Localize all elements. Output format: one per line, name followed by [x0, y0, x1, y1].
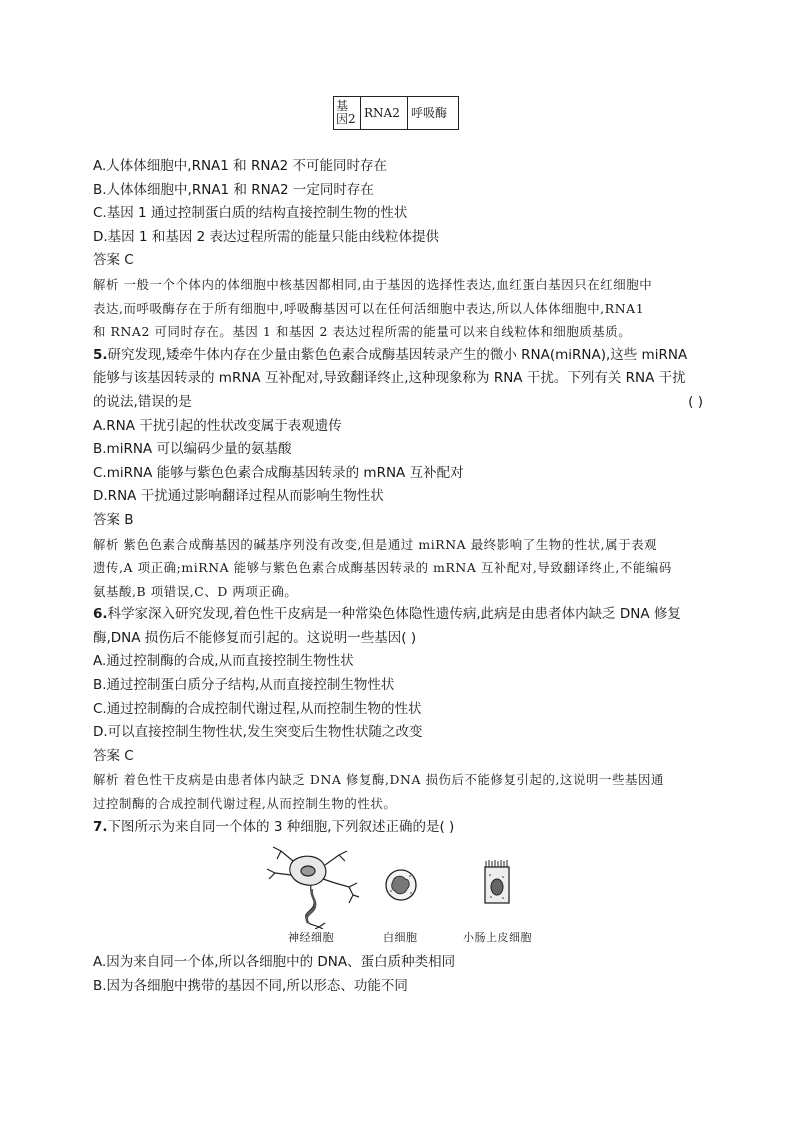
figure-label-white-blood-cell: 白细胞	[383, 931, 418, 945]
q6-option-c: C.通过控制酶的合成控制代谢过程,从而控制生物的性状	[93, 700, 422, 717]
figure-label-nerve-cell: 神经细胞	[288, 931, 334, 945]
q6-stem-line	[93, 603, 703, 627]
cell-figure	[93, 843, 703, 951]
q5-stem-text: 的说法,错误的是	[93, 393, 192, 410]
q6-number: 6.	[93, 606, 108, 623]
q5-stem-text: 研究发现,矮牵牛体内存在少量由紫色色素合成酶基因转录产生的微小 RNA(miRNA),这些 miRNA	[107, 346, 688, 363]
q4-option-b: B.人体体细胞中,RNA1 和 RNA2 一定同时存在	[93, 181, 374, 198]
q5-number: 5.	[93, 346, 108, 363]
q7-option-a: A.因为来自同一个体,所以各细胞中的 DNA、蛋白质种类相同	[93, 954, 456, 971]
white-blood-cell-illustration	[383, 867, 419, 903]
table-cell-rna: RNA2	[361, 97, 408, 130]
q4-answer: 答案 C	[93, 252, 134, 269]
q5-analysis-line: 氨基酸,B 项错误,C、D 两项正确。	[93, 583, 298, 599]
q4-option-c: C.基因 1 通过控制蛋白质的结构直接控制生物的性状	[93, 205, 408, 222]
question-content	[93, 155, 703, 998]
table-row	[334, 97, 459, 130]
figure-label-intestinal-cell: 小肠上皮细胞	[463, 931, 532, 945]
q5-option-a: A.RNA 干扰引起的性状改变属于表观遗传	[93, 417, 342, 434]
q5-analysis-line: 遗传,A 项正确;miRNA 能够与紫色色素合成酶基因转录的 mRNA 互补配对,导致翻译终止,不能编码	[93, 560, 672, 576]
gene-table-fragment	[333, 96, 459, 130]
q6-analysis-line: 过控制酶的合成控制代谢过程,从而控制生物的性状。	[93, 796, 397, 812]
q6-stem-line: 酶,DNA 损伤后不能修复而引起的。这说明一些基因( )	[93, 629, 417, 646]
q5-answer-blank: ( )	[688, 393, 703, 410]
q6-option-a: A.通过控制酶的合成,从而直接控制生物性状	[93, 653, 354, 670]
q5-stem-line: 能够与该基因转录的 mRNA 互补配对,导致翻译终止,这种现象称为 RNA 干扰。下列有关 RNA 干扰	[93, 370, 686, 387]
table-cell-gene: 基因2	[334, 97, 361, 130]
q4-option-a: A.人体体细胞中,RNA1 和 RNA2 不可能同时存在	[93, 158, 388, 174]
q7-stem-line	[93, 816, 703, 840]
nerve-cell-illustration	[263, 843, 363, 929]
q5-option-b: B.miRNA 可以编码少量的氨基酸	[93, 441, 292, 458]
q4-analysis-line: 解析 一般一个个体内的体细胞中核基因都相同,由于基因的选择性表达,血红蛋白基因只在红细胞中	[93, 276, 653, 292]
q4-option-d: D.基因 1 和基因 2 表达过程所需的能量只能由线粒体提供	[93, 228, 440, 245]
q4-analysis-line: 表达,而呼吸酶存在于所有细胞中,呼吸酶基因可以在任何活细胞中表达,所以人体体细胞中,RNA1	[93, 300, 645, 316]
q5-stem-line	[93, 391, 703, 415]
q6-answer: 答案 C	[93, 747, 134, 764]
q5-answer: 答案 B	[93, 511, 134, 528]
intestinal-epithelial-cell-illustration	[481, 859, 513, 905]
q5-stem-line	[93, 344, 703, 368]
q5-option-d: D.RNA 干扰通过影响翻译过程从而影响生物性状	[93, 488, 384, 505]
q7-number: 7.	[93, 818, 108, 835]
q7-option-b: B.因为各细胞中携带的基因不同,所以形态、功能不同	[93, 977, 408, 994]
q7-stem-text: 下图所示为来自同一个体的 3 种细胞,下列叙述正确的是( )	[107, 818, 455, 835]
q6-stem-text: 科学家深入研究发现,着色性干皮病是一种常染色体隐性遗传病,此病是由患者体内缺乏 DNA 修复	[107, 606, 681, 623]
q4-analysis-line: 和 RNA2 可同时存在。基因 1 和基因 2 表达过程所需的能量可以来自线粒体和细胞质基质。	[93, 324, 632, 340]
q5-analysis-line: 解析 紫色色素合成酶基因的碱基序列没有改变,但是通过 miRNA 最终影响了生物的性状,属于表观	[93, 536, 658, 552]
q6-option-b: B.通过控制蛋白质分子结构,从而直接控制生物性状	[93, 677, 395, 694]
q6-option-d: D.可以直接控制生物性状,发生突变后生物性状随之改变	[93, 724, 423, 741]
q6-analysis-line: 解析 着色性干皮病是由患者体内缺乏 DNA 修复酶,DNA 损伤后不能修复引起的,这说明一些基因通	[93, 772, 664, 788]
table-cell-enzyme: 呼吸酶	[408, 97, 459, 130]
q5-option-c: C.miRNA 能够与紫色色素合成酶基因转录的 mRNA 互补配对	[93, 464, 464, 481]
